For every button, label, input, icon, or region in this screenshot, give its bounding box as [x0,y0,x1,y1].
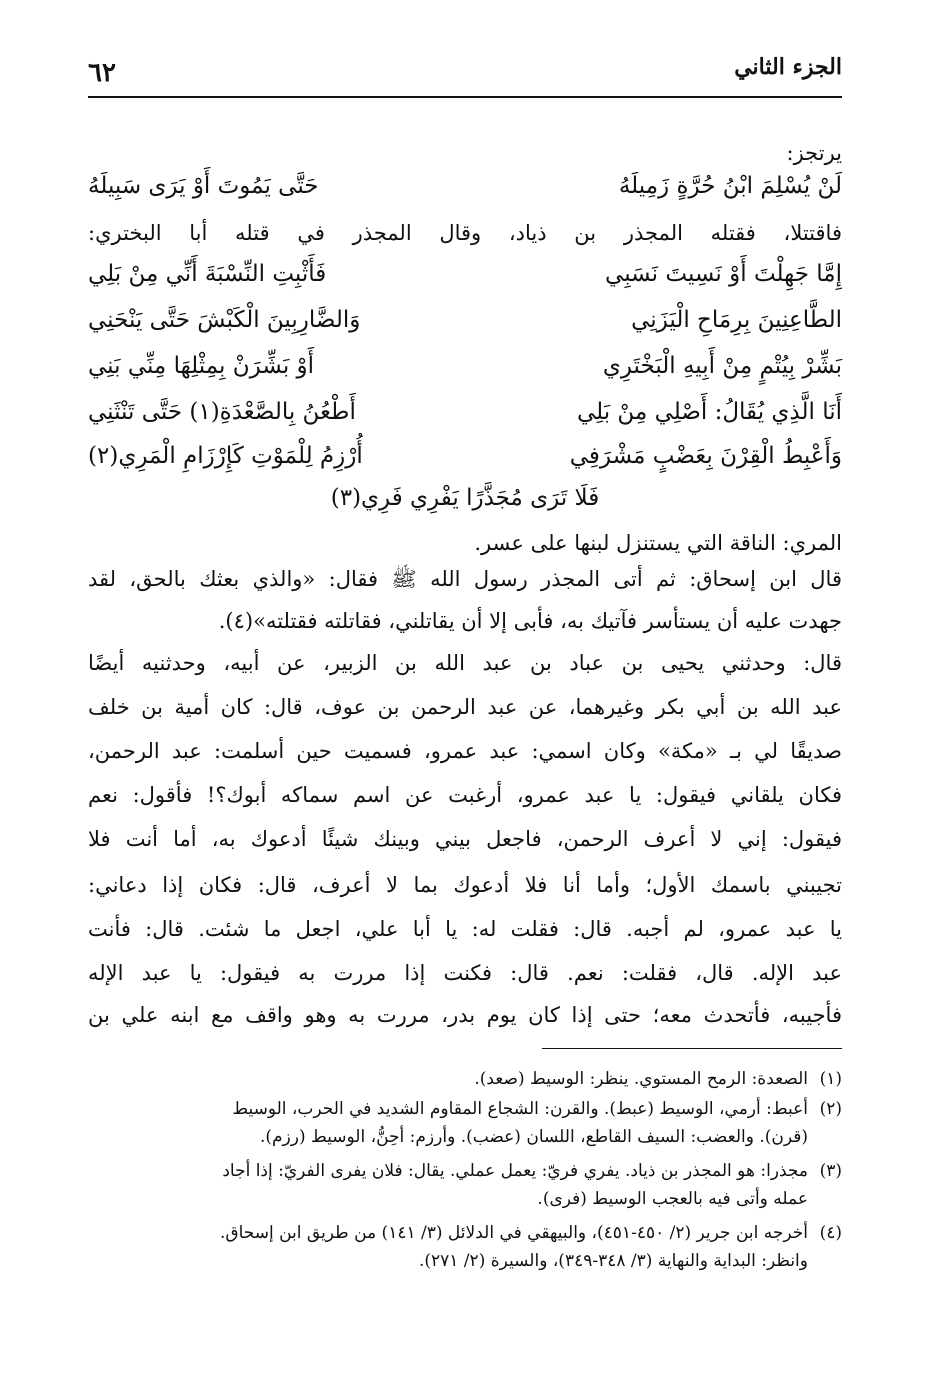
verse-hemistich-right: الطَّاعِنِينَ بِرِمَاحِ الْيَزَنِي [631,307,842,333]
verse-line [88,478,842,518]
footnote-text: مجذرا: هو المجذر بن ذياد. يفري فريّ: يعمل عملي. يقال: فلان يفرى الفريّ: إذا أجاد [222,1161,808,1181]
verse-line [88,392,842,432]
body-line: فكان يلقاني فيقول: يا عبد عمرو، أرغبت عن اسم سماكه أبوك؟! فأقول: نعم [88,783,842,807]
verse-intro: يرتجز: [786,141,842,165]
footnote-continuation: عمله وأتى فيه بالعجب الوسيط (فرى). [537,1189,808,1209]
body-line: يا عبد عمرو، لم أجبه. قال: فقلت له: يا أبا علي، اجعل ما شئت. قال: فأنت [88,917,842,941]
footnote-continuation: (قرن). والعضب: السيف القاطع، اللسان (عضب). وأرزم: أحِنُّ، الوسيط (رزم). [260,1127,808,1147]
verse-hemistich-left: حَتَّى يَمُوتَ أَوْ يَرَى سَبِيلَهُ [88,173,319,199]
verse-line [88,300,842,340]
body-line: قال: وحدثني يحيى بن عباد بن عبد الله بن الزبير، عن أبيه، وحدثنيه أيضًا [88,651,842,675]
footnote-text: أخرجه ابن جرير (٢/ ٤٥٠-٤٥١)، والبيهقي في الدلائل (٣/ ١٤١) من طريق ابن إسحاق. [219,1223,808,1243]
verse-line [88,346,842,386]
body-line: جهدت عليه أن يستأسر فآتيك به، فأبى إلا أن يقاتلني، فقاتلته فقتلته»(٤). [218,609,842,633]
footnote-number: (١) [819,1069,842,1089]
verse-hemistich-right: إِمَّا جَهِلْتَ أَوْ نَسِيتَ نَسَبِي [605,261,842,287]
footnote-number: (٣) [819,1161,842,1181]
body-line: صديقًا لي بـ «مكة» وكان اسمي: عبد عمرو، فسميت حين أسلمت: عبد الرحمن، [88,739,842,763]
gloss-line: المري: الناقة التي يستنزل لبنها على عسر. [474,531,842,555]
verse-hemistich-right: بَشِّرْ بِيُتْمٍ مِنْ أَبِيهِ الْبَخْتَرِي [602,353,842,379]
footnote [88,1220,842,1246]
footnote-number: (٢) [819,1099,842,1119]
running-header [88,48,842,88]
body-line: عبد الله بن أبي بكر وغيرهما، عن عبد الرحمن بن عوف، قال: كان أمية بن خلف [88,695,842,719]
verse-final: فَلَا تَرَى مُجَذَّرًا يَفْرِي فَرِي(٣) [330,485,600,511]
verse-line [88,254,842,294]
verse-hemistich-right: لَنْ يُسْلِمَ ابْنُ حُرَّةٍ زَمِيلَهُ [618,173,842,199]
verse-hemistich-right: أَنَا الَّذِي يُقَالُ: أَصْلِي مِنْ بَلِي [576,399,842,425]
paragraph-line: فاقتتلا، فقتله المجذر بن ذياد، وقال المجذر في قتله أبا البختري: [88,221,842,245]
footnote [88,1158,842,1184]
verse-hemistich-left: أَطْعُنُ بِالصَّعْدَةِ(١) حَتَّى تَنْثَنِي [88,399,356,425]
footnote [88,1066,842,1092]
header-rule [88,96,842,98]
footnote-number: (٤) [819,1223,842,1243]
verse-hemistich-left: وَالضَّارِبِينَ الْكَبْشَ حَتَّى يَنْحَنِي [88,307,361,333]
footnote-text: الصعدة: الرمح المستوي. ينظر: الوسيط (صعد). [474,1069,808,1089]
body-line: قال ابن إسحاق: ثم أتى المجذر رسول الله ﷺ فقال: «والذي بعثك بالحق، لقد [88,567,842,591]
verse-line [88,166,842,206]
verse-hemistich-right: وَأَعْبِطُ الْقِرْنَ بِعَضْبٍ مَشْرَفِي [569,443,842,469]
header-title: الجزء الثاني [734,54,842,80]
footnote-continuation: وانظر: البداية والنهاية (٣/ ٣٤٨-٣٤٩)، والسيرة (٢/ ٢٧١). [418,1251,808,1271]
footnote [88,1096,842,1122]
body-line: عبد الإله. قال، فقلت: نعم. قال: فكنت إذا مررت به فيقول: يا عبد الإله [88,961,842,985]
verse-hemistich-left: أَوْ بَشِّرَنْ بِمِثْلِهَا مِنِّي بَنِي [88,353,315,379]
body-line: فأجيبه، فأتحدث معه؛ حتى إذا كان يوم بدر، مررت به وهو واقف مع ابنه علي بن [88,1003,842,1027]
verse-line [88,436,842,476]
footnote-rule [542,1048,842,1049]
verse-hemistich-left: أُرْزِمُ لِلْمَوْتِ كَإِرْزَامِ الْمَرِي(٢) [88,443,363,469]
verse-hemistich-left: فَأَثْبِتِ النِّسْبَةَ أَنِّي مِنْ بَلِي [88,261,327,287]
page-number: ٦٢ [88,58,116,88]
footnote-text: أعبط: أرمي، الوسيط (عبط). والقرن: الشجاع المقاوم الشديد في الحرب، الوسيط [232,1099,808,1119]
body-line: تجيبني باسمك الأول؛ وأما أنا فلا أدعوك بما لا أعرف، قال: فكان إذا دعاني: [88,873,842,897]
body-line: فيقول: إني لا أعرف الرحمن، فاجعل بيني وبينك شيئًا أدعوك به، أما أنت فلا [88,827,842,851]
